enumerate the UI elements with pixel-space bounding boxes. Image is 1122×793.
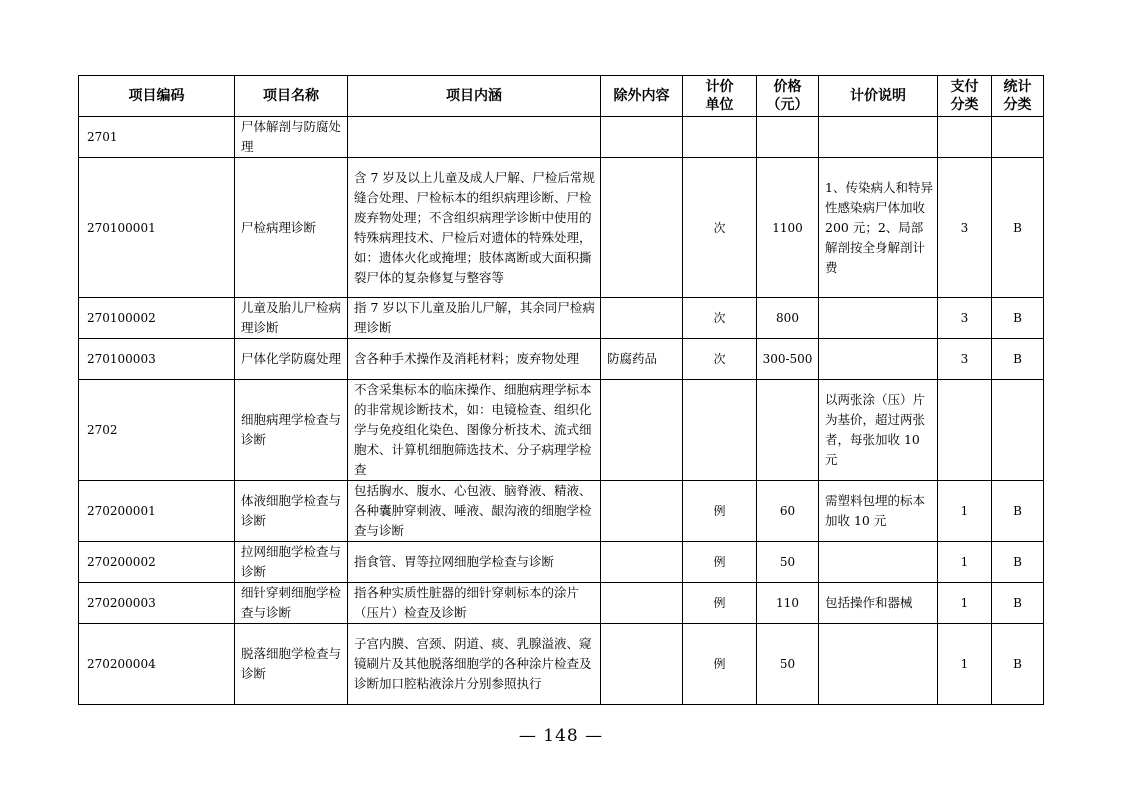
cell-name: 细针穿刺细胞学检查与诊断 xyxy=(235,583,348,624)
cell-name: 尸检病理诊断 xyxy=(235,158,348,298)
table-header-row xyxy=(79,76,1044,117)
table-row xyxy=(79,117,1044,158)
cell-exclusions xyxy=(601,583,683,624)
cell-content: 不含采集标本的临床操作、细胞病理学标本的非常规诊断技术，如：电镜检查、组织化学与免疫组化染色、图像分析技术、流式细胞术、计算机细胞筛选技术、分子病理学检查 xyxy=(348,380,601,481)
cell-exclusions xyxy=(601,298,683,339)
cell-name: 儿童及胎儿尸检病理诊断 xyxy=(235,298,348,339)
cell-unit: 例 xyxy=(683,542,757,583)
cell-pricing-note xyxy=(819,624,938,705)
cell-price: 800 xyxy=(757,298,819,339)
cell-payment-category xyxy=(938,380,992,481)
header-pricing-note: 计价说明 xyxy=(819,76,938,117)
table-row xyxy=(79,542,1044,583)
cell-code: 270200003 xyxy=(79,583,235,624)
table-row xyxy=(79,380,1044,481)
cell-exclusions xyxy=(601,158,683,298)
cell-price: 50 xyxy=(757,542,819,583)
cell-code: 2702 xyxy=(79,380,235,481)
cell-unit: 例 xyxy=(683,481,757,542)
cell-payment-category: 3 xyxy=(938,339,992,380)
cell-price: 50 xyxy=(757,624,819,705)
cell-payment-category: 1 xyxy=(938,624,992,705)
cell-pricing-note: 以两张涂（压）片为基价，超过两张者，每张加收 10 元 xyxy=(819,380,938,481)
cell-price: 60 xyxy=(757,481,819,542)
header-code: 项目编码 xyxy=(79,76,235,117)
cell-content: 含各种手术操作及消耗材料；废弃物处理 xyxy=(348,339,601,380)
cell-payment-category: 1 xyxy=(938,583,992,624)
cell-content: 含 7 岁及以上儿童及成人尸解、尸检后常规缝合处理、尸检标本的组织病理诊断、尸检废弃物处理；不含组织病理学诊断中使用的特殊病理技术、尸检后对遗体的特殊处理，如：遗体火化或掩埋；肢体离断或大面积撕裂尸体的复杂修复与整容等 xyxy=(348,158,601,298)
cell-exclusions: 防腐药品 xyxy=(601,339,683,380)
cell-unit xyxy=(683,117,757,158)
cell-code: 270100001 xyxy=(79,158,235,298)
cell-name: 体液细胞学检查与诊断 xyxy=(235,481,348,542)
table-row xyxy=(79,624,1044,705)
cell-price xyxy=(757,117,819,158)
cell-name: 尸体解剖与防腐处理 xyxy=(235,117,348,158)
cell-exclusions xyxy=(601,542,683,583)
cell-content: 子宫内膜、宫颈、阴道、痰、乳腺溢液、窥镜刷片及其他脱落细胞学的各种涂片检查及诊断加口腔粘液涂片分别参照执行 xyxy=(348,624,601,705)
cell-pricing-note: 需塑料包埋的标本加收 10 元 xyxy=(819,481,938,542)
cell-pricing-note: 包括操作和器械 xyxy=(819,583,938,624)
cell-code: 270200001 xyxy=(79,481,235,542)
cell-content: 指 7 岁以下儿童及胎儿尸解，其余同尸检病理诊断 xyxy=(348,298,601,339)
cell-statistics-category: B xyxy=(992,339,1044,380)
cell-price xyxy=(757,380,819,481)
medical-service-price-table xyxy=(78,75,1044,705)
cell-statistics-category xyxy=(992,117,1044,158)
cell-payment-category: 3 xyxy=(938,298,992,339)
cell-name: 拉网细胞学检查与诊断 xyxy=(235,542,348,583)
cell-unit: 次 xyxy=(683,158,757,298)
cell-payment-category: 3 xyxy=(938,158,992,298)
header-content: 项目内涵 xyxy=(348,76,601,117)
table-row xyxy=(79,339,1044,380)
header-payment-category: 支付 分类 xyxy=(938,76,992,117)
cell-unit: 次 xyxy=(683,339,757,380)
cell-price: 300-500 xyxy=(757,339,819,380)
cell-statistics-category: B xyxy=(992,481,1044,542)
table-row xyxy=(79,158,1044,298)
table-row xyxy=(79,583,1044,624)
cell-price: 1100 xyxy=(757,158,819,298)
cell-statistics-category: B xyxy=(992,583,1044,624)
cell-code: 270100003 xyxy=(79,339,235,380)
cell-statistics-category: B xyxy=(992,158,1044,298)
cell-unit: 例 xyxy=(683,583,757,624)
cell-name: 细胞病理学检查与诊断 xyxy=(235,380,348,481)
cell-pricing-note xyxy=(819,339,938,380)
cell-content: 指食管、胃等拉网细胞学检查与诊断 xyxy=(348,542,601,583)
cell-payment-category: 1 xyxy=(938,542,992,583)
price-table-container xyxy=(78,75,1043,705)
cell-code: 270200002 xyxy=(79,542,235,583)
cell-payment-category: 1 xyxy=(938,481,992,542)
cell-pricing-note xyxy=(819,542,938,583)
page-number: — 148 — xyxy=(518,726,604,746)
cell-pricing-note xyxy=(819,298,938,339)
cell-pricing-note: 1、传染病人和特异性感染病尸体加收 200 元；2、局部解剖按全身解剖计费 xyxy=(819,158,938,298)
cell-payment-category xyxy=(938,117,992,158)
cell-code: 270100002 xyxy=(79,298,235,339)
cell-content: 指各种实质性脏器的细针穿刺标本的涂片（压片）检查及诊断 xyxy=(348,583,601,624)
header-price: 价格 （元） xyxy=(757,76,819,117)
cell-exclusions xyxy=(601,624,683,705)
cell-unit xyxy=(683,380,757,481)
cell-pricing-note xyxy=(819,117,938,158)
cell-code: 270200004 xyxy=(79,624,235,705)
header-exclusions: 除外内容 xyxy=(601,76,683,117)
cell-name: 尸体化学防腐处理 xyxy=(235,339,348,380)
cell-exclusions xyxy=(601,117,683,158)
header-statistics-category: 统计 分类 xyxy=(992,76,1044,117)
table-row xyxy=(79,298,1044,339)
cell-unit: 例 xyxy=(683,624,757,705)
cell-statistics-category xyxy=(992,380,1044,481)
cell-unit: 次 xyxy=(683,298,757,339)
table-row xyxy=(79,481,1044,542)
cell-exclusions xyxy=(601,481,683,542)
cell-price: 110 xyxy=(757,583,819,624)
cell-name: 脱落细胞学检查与诊断 xyxy=(235,624,348,705)
header-name: 项目名称 xyxy=(235,76,348,117)
cell-statistics-category: B xyxy=(992,624,1044,705)
cell-statistics-category: B xyxy=(992,298,1044,339)
cell-content xyxy=(348,117,601,158)
cell-content: 包括胸水、腹水、心包液、脑脊液、精液、各种囊肿穿刺液、唾液、龈沟液的细胞学检查与诊断 xyxy=(348,481,601,542)
cell-statistics-category: B xyxy=(992,542,1044,583)
cell-exclusions xyxy=(601,380,683,481)
header-unit: 计价 单位 xyxy=(683,76,757,117)
cell-code: 2701 xyxy=(79,117,235,158)
